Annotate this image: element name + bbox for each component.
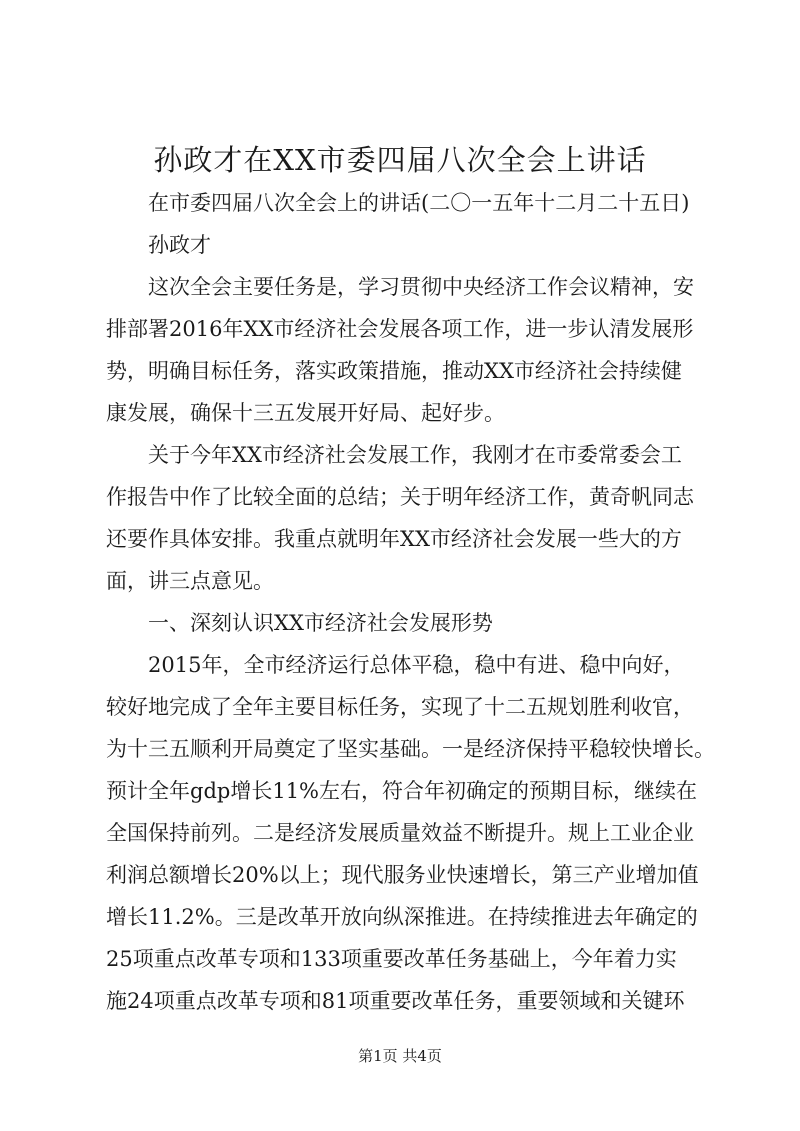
body-line: 排部署2016年XX市经济社会发展各项工作，进一步认清发展形: [106, 317, 694, 341]
section-heading: 一、深刻认识XX市经济社会发展形势: [148, 611, 493, 635]
body-line: 25项重点改革专项和133项重要改革任务基础上，今年着力实: [106, 947, 677, 971]
body-line: 预计全年gdp增长11%左右，符合年初确定的预期目标，继续在: [106, 779, 698, 803]
body-line: 增长11.2%。三是改革开放向纵深推进。在持续推进去年确定的: [106, 905, 698, 929]
body-line: 作报告中作了比较全面的总结；关于明年经济工作，黄奇帆同志: [106, 485, 694, 509]
body-line: 关于今年XX市经济社会发展工作，我刚才在市委常委会工: [148, 443, 682, 467]
body-line: 面，讲三点意见。: [106, 569, 274, 593]
body-line: 康发展，确保十三五发展开好局、起好步。: [106, 401, 505, 425]
body-line: 利润总额增长20%以上；现代服务业快速增长，第三产业增加值: [106, 863, 699, 887]
body-line: 势，明确目标任务，落实政策措施，推动XX市经济社会持续健: [106, 359, 682, 383]
body-line: 2015年，全市经济运行总体平稳，稳中有进、稳中向好，: [148, 653, 685, 677]
body-line: 这次全会主要任务是，学习贯彻中央经济工作会议精神，安: [148, 275, 694, 299]
body-line: 全国保持前列。二是经济发展质量效益不断提升。规上工业企业: [106, 821, 694, 845]
speaker-name: 孙政才: [148, 233, 211, 257]
body-line: 为十三五顺利开局奠定了坚实基础。一是经济保持平稳较快增长。: [106, 737, 715, 761]
body-line: 较好地完成了全年主要目标任务，实现了十二五规划胜利收官，: [106, 695, 694, 719]
body-line: 还要作具体安排。我重点就明年XX市经济社会发展一些大的方: [106, 527, 682, 551]
speech-subtitle: 在市委四届八次全会上的讲话(二〇一五年十二月二十五日): [148, 191, 690, 215]
document-title: 孙政才在XX市委四届八次全会上讲话: [153, 143, 647, 177]
page-footer: 第1页 共4页: [358, 1047, 442, 1065]
body-line: 施24项重点改革专项和81项重要改革任务，重要领域和关键环: [106, 989, 685, 1013]
